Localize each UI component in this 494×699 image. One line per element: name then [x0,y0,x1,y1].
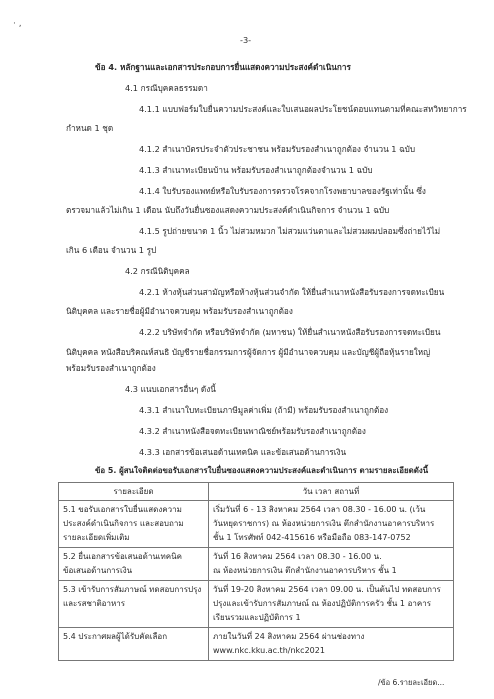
item-4-1: 4.1 กรณีบุคคลธรรมดา [125,83,208,93]
continue-note: /ข้อ 6.รายละเอียด... [378,678,445,687]
cell-line: 5.2 ยื่นเอกสารข้อเสนอด้านเทคนิค [63,552,182,561]
row-detail [59,548,209,581]
row-when [209,501,454,548]
cell-line: วันที่ 19-20 สิงหาคม 2564 เวลา 09.00 น. เป็นต้นไป ทดสอบการ [213,585,441,594]
row-detail [59,501,209,548]
item-4-1-5: 4.1.5 รูปถ่ายขนาด 1 นิ้ว ไม่สวมหมวก ไม่สวมแว่นตาและไม่สวมผมปลอมซึ่งถ่ายไว้ไม่ [139,226,441,236]
header-when: วัน เวลา สถานที่ [209,483,454,501]
item-4-1-4-cont: ตรวจมาแล้วไม่เกิน 1 เดือน นับถึงวันยื่นซองแสดงความประสงค์ดำเนินกิจการ จำนวน 1 ฉบับ [66,205,390,215]
cell-line: และรสชาติอาหาร [63,599,126,608]
schedule-table [58,482,454,661]
item-4-1-5-cont: เกิน 6 เดือน จำนวน 1 รูป [66,245,157,255]
table-row [59,628,454,661]
section-5-heading: ข้อ 5. ผู้สนใจติดต่อขอรับเอกสารใบยื่นซองแสดงความประสงค์และดำเนินการ ตามรายละเอียดดังนี้ [95,466,429,475]
row-when [209,548,454,581]
cell-line: 5.1 ขอรับเอกสารใบยื่นแสดงความ [63,505,182,514]
header-detail: รายละเอียด [59,483,209,501]
row-when [209,628,454,661]
table-header-row [59,483,454,501]
section-4-heading: ข้อ 4. หลักฐานและเอกสารประกอบการยื่นแสดงความประสงค์ดำเนินการ [95,62,351,72]
item-4-1-2: 4.1.2 สำเนาบัตรประจำตัวประชาชน พร้อมรับรองสำเนาถูกต้อง จำนวน 1 ฉบับ [139,144,416,154]
cell-line: 5.3 เข้ารับการสัมภาษณ์ ทดสอบการปรุง [63,585,202,594]
cell-line: เรียนรวมและปฏิบัติการ 1 [213,613,301,622]
item-4-2-1: 4.2.1 ห้างหุ้นส่วนสามัญหรือห้างหุ้นส่วนจำกัด ให้ยื่นสำเนาหนังสือรับรองการจดทะเบียน [139,287,445,297]
cell-line: 5.4 ประกาศผลผู้ได้รับคัดเลือก [63,632,168,641]
item-4-3-2: 4.3.2 สำเนาหนังสือจดทะเบียนพาณิชย์พร้อมรับรองสำเนาถูกต้อง [139,426,366,436]
cell-line: ชั้น 1 โทรศัพท์ 042-415616 หรือมือถือ 083-147-0752 [213,533,411,542]
page-number: -3- [240,35,252,45]
item-4-3-3: 4.3.3 เอกสารข้อเสนอด้านเทคนิค และข้อเสนอด้านการเงิน [139,447,347,457]
item-4-1-1: 4.1.1 แบบฟอร์มใบยื่นความประสงค์และใบเสนอผลประโยชน์ตอบแทนตามที่คณะสหวิทยาการ [139,104,467,114]
item-4-1-4: 4.1.4 ใบรับรองแพทย์หรือใบรับรองการตรวจโรคจากโรงพยาบาลของรัฐเท่านั้น ซึ่ง [139,186,426,196]
row-detail [59,628,209,661]
item-4-1-3: 4.1.3 สำเนาทะเบียนบ้าน พร้อมรับรองสำเนาถูกต้องจำนวน 1 ฉบับ [139,165,373,175]
table-row [59,581,454,628]
cell-line: ประสงค์ดำเนินกิจการ และสอบถาม [63,519,184,528]
cell-line: รายละเอียดเพิ่มเติม [63,533,130,542]
cell-line: ภายในวันที่ 24 สิงหาคม 2564 ผ่านช่องทาง [213,632,365,641]
table-row [59,548,454,581]
item-4-3: 4.3 แนบเอกสารอื่นๆ ดังนี้ [125,384,216,394]
cell-line: ณ ห้องหน่วยการเงิน ตึกสำนักงานอาคารบริหาร ชั้น 1 [213,566,397,575]
cell-line: ข้อเสนอด้านการเงิน [63,566,133,575]
item-4-2-2-cont: นิติบุคคล หนังสือบริคณห์สนธิ บัญชีรายชื่อกรรมการผู้จัดการ ผู้มีอำนาจควบคุม และบัญชีผู้ถือหุ้นรายใหญ่ [66,347,431,357]
item-4-2: 4.2 กรณีนิติบุคคล [125,266,190,276]
item-4-1-1-cont: กำหนด 1 ชุด [66,123,114,133]
item-4-2-2: 4.2.2 บริษัทจำกัด หรือบริษัทจำกัด (มหาชน) ให้ยื่นสำเนาหนังสือรับรองการจดทะเบียน [139,327,441,337]
cell-line: ปรุงและเข้ารับการสัมภาษณ์ ณ ห้องปฏิบัติการครัว ชั้น 1 อาคาร [213,599,431,608]
item-4-3-1: 4.3.1 สำเนาใบทะเบียนภาษีมูลค่าเพิ่ม (ถ้ามี) พร้อมรับรองสำเนาถูกต้อง [139,405,389,415]
cell-line: วันหยุดราชการ) ณ ห้องหน่วยการเงิน ตึกสำนักงานอาคารบริหาร [213,519,435,528]
table-row [59,501,454,548]
cell-line: วันที่ 16 สิงหาคม 2564 เวลา 08.30 - 16.00 น. [213,552,382,561]
corner-marks: · , [13,19,22,29]
row-detail [59,581,209,628]
cell-line: เริ่มวันที่ 6 - 13 สิงหาคม 2564 เวลา 08.30 - 16.00 น. (เว้น [213,505,426,514]
row-when [209,581,454,628]
cell-line: www.nkc.kku.ac.th/nkc2021 [213,646,325,655]
item-4-2-2-cont2: พร้อมรับรองสำเนาถูกต้อง [66,363,156,373]
item-4-2-1-cont: นิติบุคคล และรายชื่อผู้มีอำนาจควบคุม พร้อมรับรองสำเนาถูกต้อง [66,306,293,316]
